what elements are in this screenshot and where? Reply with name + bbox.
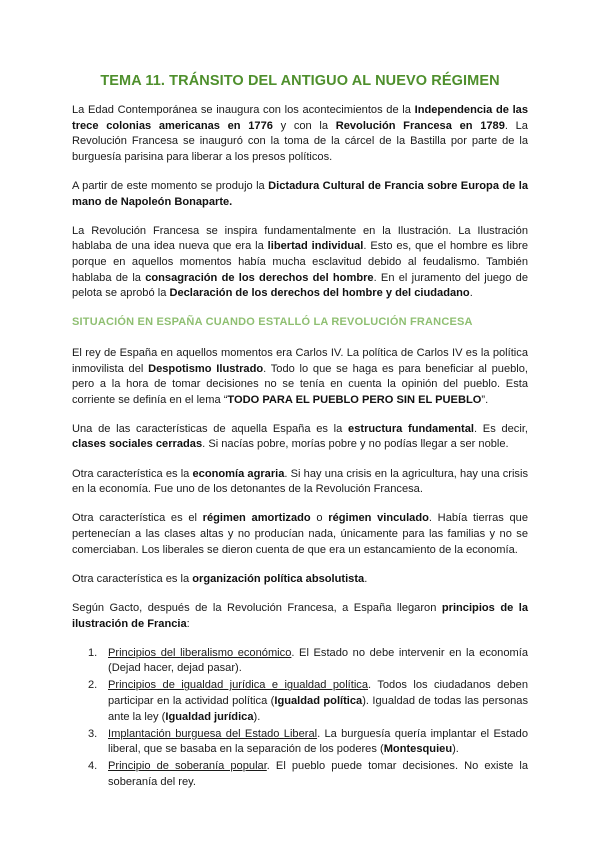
paragraph-estructura: Una de las características de aquella España es la estructura fundamental. Es decir, clases sociales cerradas. Si nacías pobre, morías pobre y no podías llegar a ser noble. [72,422,528,451]
paragraph-gacto: Según Gacto, después de la Revolución Francesa, a España llegaron principios de la ilustración de Francia: [72,602,528,630]
paragraph-organizacion: Otra característica es la organización política absolutista. [72,572,368,585]
paragraph-carlos-iv: El rey de España en aquellos momentos era Carlos IV. La política de Carlos IV es la política inmovilista del Despotismo Ilustrado. Todo lo que se haga es para beneficiar al pueblo, pero a la hora de tomar decisiones no se tenía en cuenta la opinión del pueblo. Esta corriente se definía en el lema “TODO PARA EL PUEBLO PERO SIN EL PUEBLO”. [72,346,528,406]
section-heading: SITUACIÓN EN ESPAÑA CUANDO ESTALLÓ LA REVOLUCIÓN FRANCESA [72,316,473,329]
paragraph-economia: Otra característica es la economía agraria. Si hay una crisis en la agricultura, hay una crisis en la economía. Fue uno de los detonantes de la Revolución Francesa. [72,467,528,496]
principles-list [72,646,528,791]
paragraph-regimen: Otra característica es el régimen amortizado o régimen vinculado. Había tierras que pertenecían a las clases altas y no producían nada, únicamente para las familias y no se comerciaban. Los liberales se dieron cuenta de que era un estancamiento de la economía. [72,512,528,556]
list-item: 4. Principio de soberanía popular. El pueblo puede tomar decisiones. No existe la soberanía del rey. [88,760,529,789]
paragraph-intro: La Edad Contemporánea se inaugura con los acontecimientos de la Independencia de las trece colonias americanas en 1776 y con la Revolución Francesa en 1789. La Revolución Francesa se inauguró con la toma de la cárcel de la Bastilla por parte de la burguesía parisina para liberar a los presos políticos. [72,104,528,163]
page-title: TEMA 11. TRÁNSITO DEL ANTIGUO AL NUEVO RÉGIMEN [100,73,500,89]
list-item: 3. Implantación burguesa del Estado Liberal. La burguesía quería implantar el Estado liberal, que se basaba en la separación de los poderes (Montesquieu). [88,727,528,756]
document-body [72,103,528,792]
paragraph-ilustracion: La Revolución Francesa se inspira fundamentalmente en la Ilustración. La Ilustración hablaba de una idea nueva que era la libertad individual. Esto es, que el hombre es libre porque en aquellos momentos había mucha esclavitud debido al feudalismo. También hablaba de la consagración de los derechos del hombre. En el juramento del juego de pelota se aprobó la Declaración de los derechos del hombre y del ciudadano. [72,224,528,300]
list-item: 2. Principios de igualdad jurídica e igualdad política. Todos los ciudadanos deben participar en la actividad política (Igualdad política). Igualdad de todas las personas ante la ley (Igualdad jurídica). [88,679,529,723]
paragraph-dictadura: A partir de este momento se produjo la Dictadura Cultural de Francia sobre Europa de la mano de Napoleón Bonaparte. [72,179,528,208]
list-item: 1. Principios del liberalismo económico. El Estado no debe intervenir en la economía (Dejad hacer, dejad pasar). [88,646,529,675]
